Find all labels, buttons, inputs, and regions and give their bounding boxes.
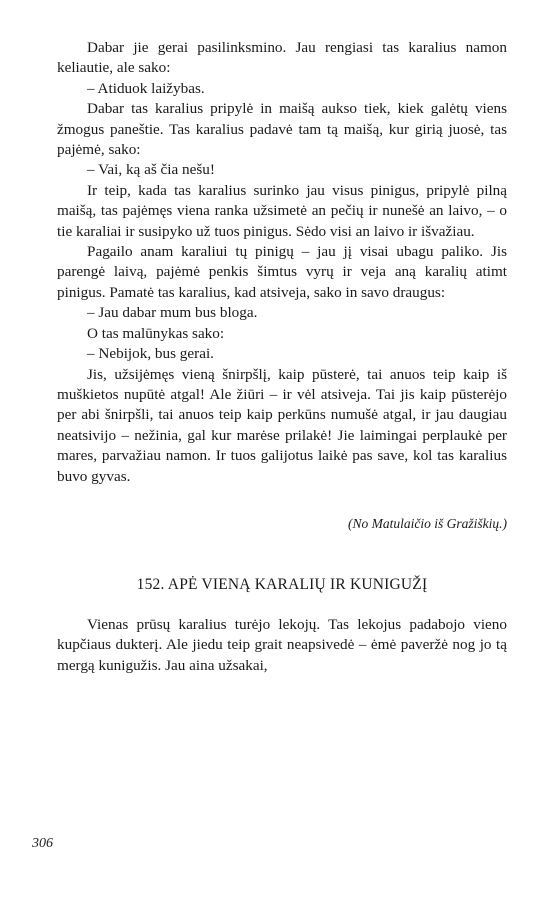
- paragraph: Dabar jie gerai pasilinksmino. Jau rengiasi tas karalius namon keliautie, ale sako:: [57, 39, 507, 77]
- paragraph: Ir teip, kada tas karalius surinko jau visus pinigus, pripylė pilną maišą, tas pajėmęs viena ranka užsimetė an pečių ir nunešė an laivo, – o tie karaliai ir susipyko už tuos pinigus. Sėdo visi an laivo ir išvažiau.: [57, 181, 507, 240]
- page-number: 306: [32, 836, 53, 851]
- story-152-text: [57, 615, 507, 676]
- paragraph: – Atiduok laižybas.: [87, 79, 205, 97]
- paragraph: Jis, užsijėmęs vieną šnirpšlį, kaip pūsterė, tai anuos teip kaip iš muškietos nupūtė atgal! Ale žiūri – ir vėl atsiveja. Tai jis kaip pūsterėjo per abi šnirpšli, tai anuos teip kaip perkūns numušė atgal, ir jau daugiau neatsivijo – nežinia, gal kur marėse prilakė! Jie laimingai perplaukė per mares, parvažiau namon. Ir tuos galijotus laikė pas save, kol tas karalius buvo gyvas.: [57, 365, 507, 485]
- paragraph: Dabar tas karalius pripylė in maišą aukso tiek, kiek galėtų viens žmogus paneštie. Tas karalius padavė tam tą maišą, kur girią juosė, tas pajėmė, sako:: [57, 100, 507, 159]
- story-source-note: (No Matulaičio iš Gražiškių.): [348, 515, 507, 531]
- paragraph: – Jau dabar mum bus bloga.: [87, 304, 258, 322]
- paragraph: Vienas prūsų karalius turėjo lekojų. Tas lekojus padabojo vieno kupčiaus dukterį. Ale jiedu teip grait neapsivedė – ėmė paveržė nog jo tą mergą kunigužis. Jau aina užsakai,: [57, 615, 507, 674]
- story-title: 152. APĖ VIENĄ KARALIŲ IR KUNIGUŽĮ: [136, 575, 428, 593]
- page-body: [57, 38, 507, 676]
- paragraph: – Nebijok, bus gerai.: [87, 345, 214, 363]
- story-151-text: [57, 38, 507, 487]
- paragraph: O tas malūnykas sako:: [87, 324, 225, 342]
- paragraph: – Vai, ką aš čia nešu!: [87, 161, 215, 179]
- paragraph: Pagailo anam karaliui tų pinigų – jau jį visai ubagu paliko. Jis parengė laivą, pajėmė penkis šimtus vyrų ir veja aną karalių atimt pinigus. Pamatė tas karalius, kad atsiveja, sako in savo draugus:: [57, 243, 507, 301]
